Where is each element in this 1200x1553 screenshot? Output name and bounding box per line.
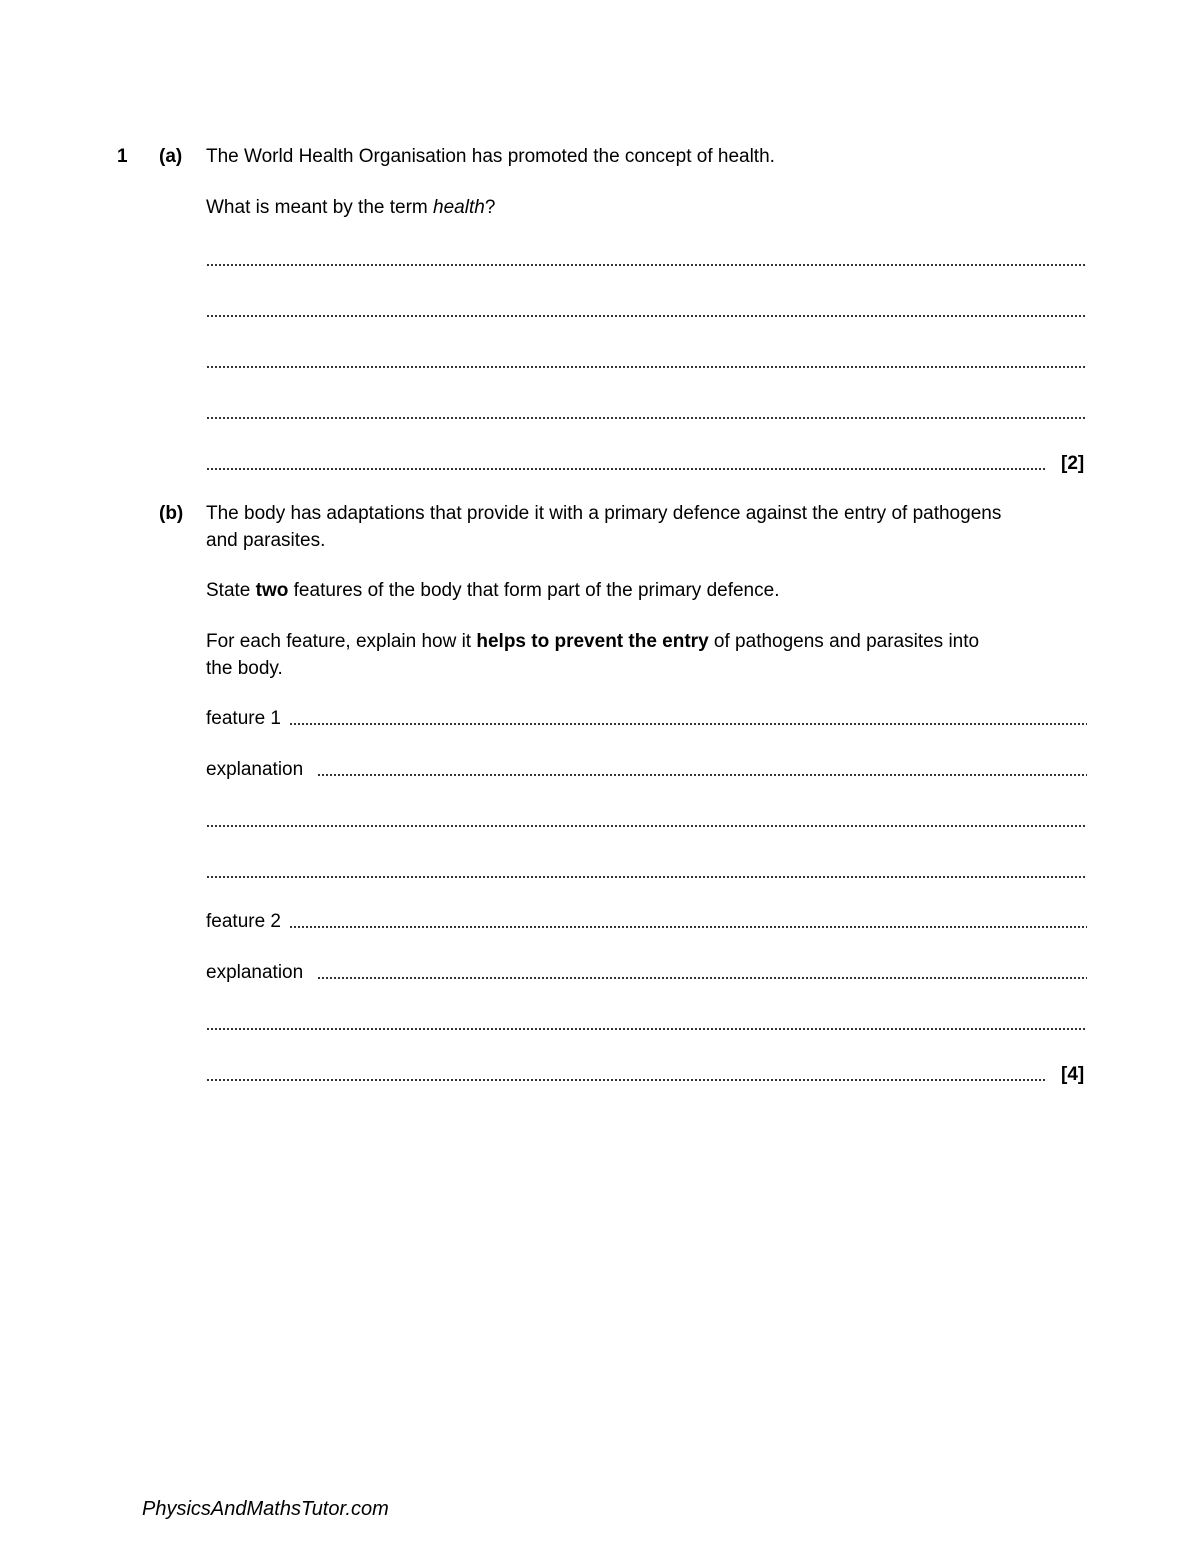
instruction-bold: two (255, 580, 289, 601)
part-a-prompt-term: health (433, 197, 485, 218)
explanation-2-row[interactable] (206, 961, 1087, 985)
footer-source: PhysicsAndMathsTutor.com (142, 1498, 389, 1520)
part-b-instruction (206, 579, 779, 603)
part-b-explain-line2: the body. (206, 658, 283, 679)
answer-line-a5[interactable] (206, 467, 1046, 471)
feature-1-row[interactable] (206, 707, 1087, 731)
part-a-prompt-pre: What is meant by the term (206, 197, 434, 218)
part-b-explain-line1 (206, 630, 979, 654)
feature-1-label: feature 1 (206, 708, 281, 729)
part-a-marks: [2] (1061, 453, 1085, 474)
explanation-2-label: explanation (206, 962, 304, 983)
explanation-1-answer-line[interactable] (317, 773, 1087, 777)
answer-line-a2[interactable] (206, 314, 1087, 318)
explain-pre: For each feature, explain how it (206, 631, 477, 652)
part-a-prompt-post: ? (484, 197, 496, 218)
feature-2-label: feature 2 (206, 911, 281, 932)
instruction-post: features of the body that form part of the primary defence. (288, 580, 780, 601)
question-number: 1 (117, 146, 128, 167)
feature-2-answer-line[interactable] (289, 925, 1087, 929)
answer-line-a3[interactable] (206, 365, 1087, 369)
explain-post: of pathogens and parasites into (708, 631, 980, 652)
explanation-1-row[interactable] (206, 758, 1087, 782)
explain-bold: helps to prevent the entry (476, 631, 709, 652)
answer-line-b2[interactable] (206, 875, 1087, 879)
part-b-stem-line1: The body has adaptations that provide it with a primary defence against the entry of pathogens (206, 503, 1002, 524)
part-b-label: (b) (159, 503, 184, 524)
part-a-stem: The World Health Organisation has promoted the concept of health. (206, 146, 775, 167)
part-a-label: (a) (159, 146, 183, 167)
explanation-2-answer-line[interactable] (317, 976, 1087, 980)
part-b-marks: [4] (1061, 1064, 1085, 1085)
answer-line-a4[interactable] (206, 416, 1087, 420)
feature-2-row[interactable] (206, 910, 1087, 934)
answer-line-b1[interactable] (206, 824, 1087, 828)
part-a-prompt (206, 196, 495, 220)
answer-line-a1[interactable] (206, 263, 1087, 267)
part-b-stem-line2: and parasites. (206, 530, 326, 551)
answer-line-b3[interactable] (206, 1027, 1087, 1031)
answer-line-b4[interactable] (206, 1078, 1046, 1082)
explanation-1-label: explanation (206, 759, 304, 780)
instruction-pre: State (206, 580, 256, 601)
feature-1-answer-line[interactable] (289, 722, 1087, 726)
